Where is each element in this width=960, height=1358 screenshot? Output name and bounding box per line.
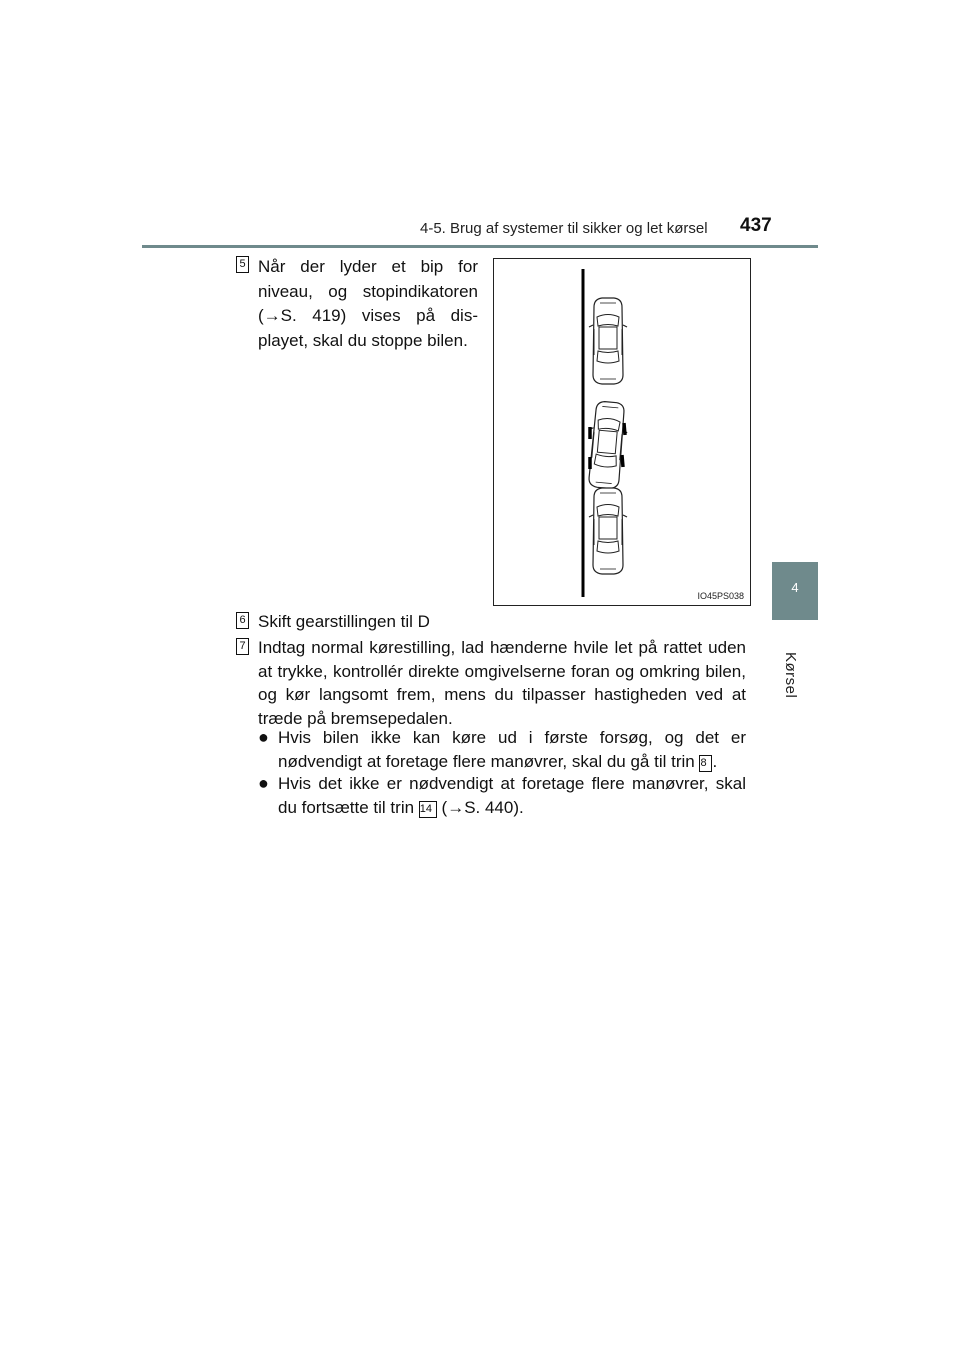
step-6-text: Skift gearstillingen til D bbox=[258, 612, 430, 631]
header-divider bbox=[142, 245, 818, 248]
own-car bbox=[584, 401, 629, 490]
figure-code: IO45PS038 bbox=[697, 591, 744, 601]
chapter-tab bbox=[772, 562, 818, 620]
bullet-1-marker: ● bbox=[258, 727, 269, 747]
step-5-text: Når der lyder et bip for niveau, og stopindikatoren (→S. 419) vises på dis-playet, skal du stoppe bilen. bbox=[258, 257, 478, 350]
step-ref-14[interactable]: 14 bbox=[419, 801, 437, 818]
section-title: 4-5. Brug af systemer til sikker og let kørsel bbox=[420, 220, 708, 237]
bullet-1-text-after: . bbox=[712, 751, 718, 771]
step-number-7: 7 bbox=[236, 638, 249, 655]
bullet-1-text-before: Hvis bilen ikke kan køre ud i første forsøg, og det er nødvendigt at foretage flere manøvrer, skal du gå til trin bbox=[278, 728, 746, 771]
bullet-2-text-before: Hvis det ikke er nødvendigt at foretage flere manøvrer, skal du fortsætte til trin bbox=[278, 774, 746, 817]
step-number-5: 5 bbox=[236, 256, 249, 273]
parking-illustration bbox=[493, 258, 751, 606]
parked-car-front bbox=[589, 298, 627, 384]
chapter-label: Kørsel bbox=[782, 652, 799, 699]
step-number-6: 6 bbox=[236, 612, 249, 629]
step-7-text: Indtag normal kørestilling, lad hænderne hvile let på rattet uden at trykke, kontrollér direkte omgivelserne foran og omkring bilen, og kør langsomt frem, mens du tilpasser hastigheden ved at træde på bremsepedalen. bbox=[258, 638, 746, 728]
bullet-2-text-after: (→S. 440). bbox=[441, 797, 524, 817]
parked-car-rear bbox=[589, 488, 627, 574]
page-number: 437 bbox=[740, 215, 772, 236]
bullet-2-text bbox=[278, 772, 746, 819]
parking-diagram-svg bbox=[494, 259, 750, 605]
step-ref-8[interactable]: 8 bbox=[699, 755, 712, 772]
bullet-2-marker: ● bbox=[258, 773, 269, 793]
chapter-number: 4 bbox=[791, 580, 799, 595]
bullet-1-text bbox=[278, 726, 746, 773]
